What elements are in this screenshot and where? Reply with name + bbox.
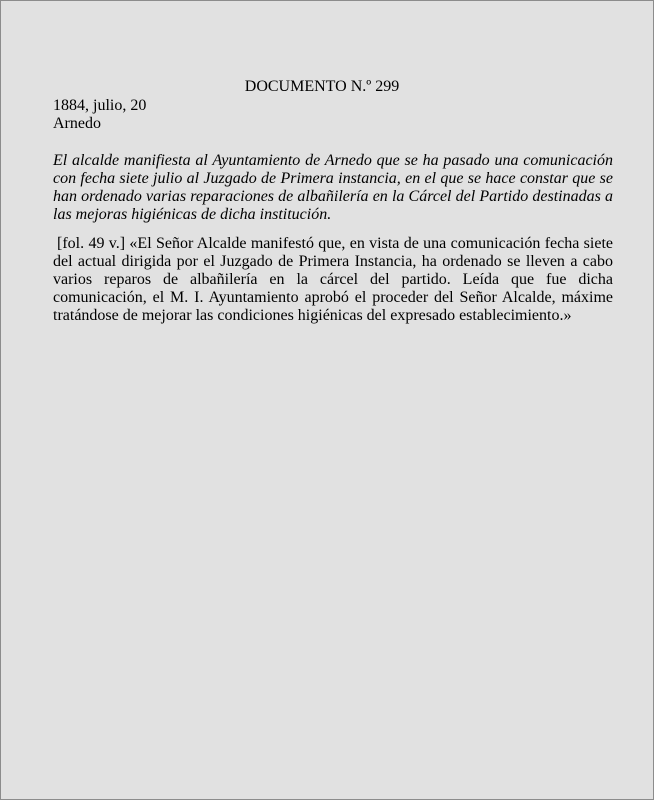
document-date: 1884, julio, 20 bbox=[53, 97, 147, 114]
document-heading bbox=[1, 78, 653, 96]
document-summary: El alcalde manifiesta al Ayuntamiento de Arnedo que se ha pasado una comunicación con fecha siete julio al Juzgado de Primera instancia, en el que se hace constar que se han ordenado varias reparaciones de albañilería en la Cárcel del Partido destinadas a las mejoras higiénicas de dicha institución. bbox=[53, 152, 613, 223]
document-number: DOCUMENTO N.º 299 bbox=[244, 78, 400, 95]
folio-reference: [fol. 49 v.] bbox=[57, 235, 126, 252]
transcription-text: «El Señor Alcalde manifestó que, en vista de una comunicación fecha siete del actual dirigida por el Juzgado de Primera Instancia, ha ordenado se lleven a cabo varios reparos de albañilería en la cárcel del partido. Leída que fue dicha comunicación, el M. I. Ayuntamiento aprobó el proceder del Señor Alcalde, máxime tratándose de mejorar las condiciones higiénicas del expresado establecimiento.» bbox=[53, 235, 614, 324]
document-transcription bbox=[53, 235, 613, 325]
document-place: Arnedo bbox=[53, 115, 101, 132]
